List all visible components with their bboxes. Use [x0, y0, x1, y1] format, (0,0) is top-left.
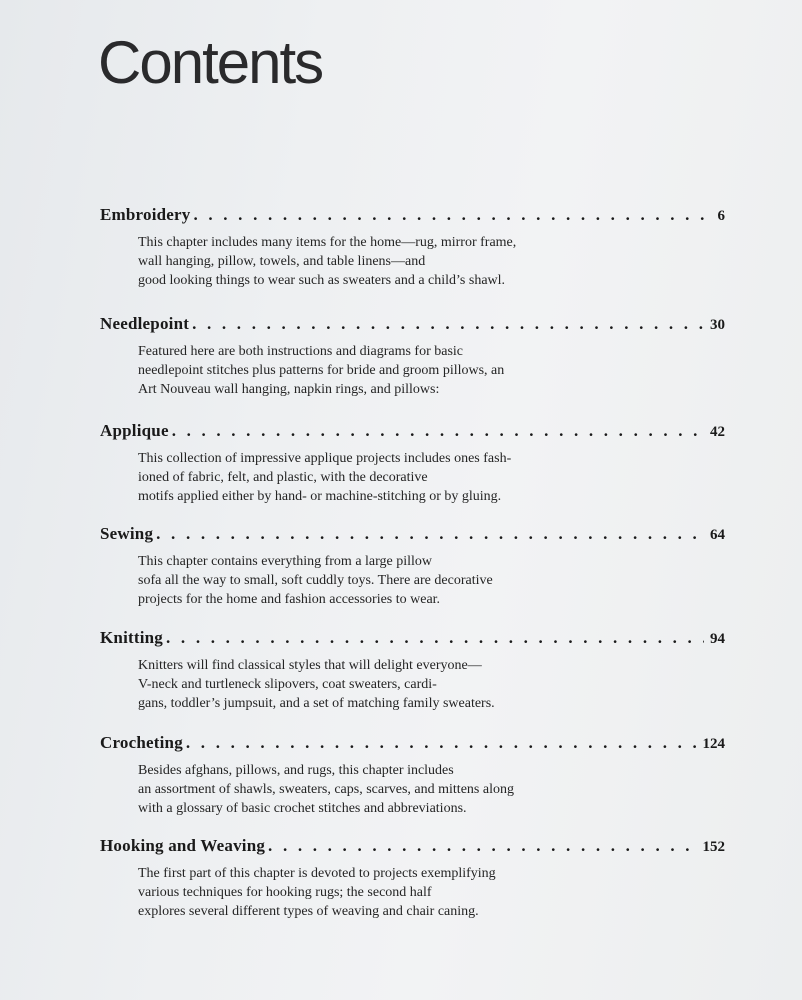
description-line: various techniques for hooking rugs; the second half [138, 885, 432, 900]
description-line: Knitters will find classical styles that will delight everyone— [138, 658, 482, 673]
chapter-description [138, 864, 725, 921]
chapter-title: Crocheting [100, 733, 183, 752]
description-line: an assortment of shawls, sweaters, caps, scarves, and mittens along [138, 782, 514, 797]
description-line: motifs applied either by hand- or machine-stitching or by gluing. [138, 489, 502, 504]
page-number: 42 [710, 424, 725, 440]
page-number: 6 [717, 208, 725, 224]
chapter-description [138, 552, 725, 609]
description-line: The first part of this chapter is devoted to projects exemplifying [138, 866, 496, 881]
description-line: gans, toddler’s jumpsuit, and a set of matching family sweaters. [138, 696, 495, 711]
chapter-title: Sewing [100, 524, 154, 543]
description-line: with a glossary of basic crochet stitches and abbreviations. [138, 801, 467, 816]
description-line: This collection of impressive applique projects includes ones fash- [138, 451, 512, 466]
page-number: 30 [710, 317, 725, 333]
description-line: explores several different types of weaving and chair caning. [138, 904, 479, 919]
chapter-description [138, 656, 725, 713]
page-number: 152 [702, 839, 725, 855]
toc-entry-embroidery [100, 205, 725, 290]
description-line: This chapter contains everything from a large pillow [138, 554, 433, 569]
toc-heading-row [100, 836, 725, 856]
dot-leader [172, 421, 704, 441]
toc-heading-row [100, 205, 725, 225]
toc-heading-row [100, 628, 725, 648]
description-line: Besides afghans, pillows, and rugs, this chapter includes [138, 763, 454, 778]
chapter-title: Knitting [100, 628, 164, 647]
toc-entry-knitting [100, 628, 725, 713]
description-line: Featured here are both instructions and diagrams for basic [138, 344, 464, 359]
description-line: projects for the home and fashion accessories to wear. [138, 592, 441, 607]
toc-entry-sewing [100, 524, 725, 609]
chapter-title: Hooking and Weaving [100, 836, 266, 855]
page-title: Contents [98, 29, 323, 96]
description-line: needlepoint stitches plus patterns for bride and groom pillows, an [138, 363, 505, 378]
page-number: 124 [702, 736, 725, 752]
chapter-description [138, 233, 725, 290]
description-line: This chapter includes many items for the home—rug, mirror frame, [138, 235, 517, 250]
description-line: Art Nouveau wall hanging, napkin rings, and pillows: [138, 382, 440, 397]
dot-leader [186, 733, 697, 753]
dot-leader [156, 524, 704, 544]
chapter-title: Applique [100, 421, 169, 440]
dot-leader [166, 628, 704, 648]
toc-heading-row [100, 524, 725, 544]
chapter-description [138, 449, 725, 506]
toc-heading-row [100, 733, 725, 753]
dot-leader [192, 314, 704, 334]
dot-leader [193, 205, 711, 225]
description-line: wall hanging, pillow, towels, and table linens—and [138, 254, 426, 269]
description-line: V-neck and turtleneck slipovers, coat sweaters, cardi- [138, 677, 437, 692]
toc-heading-row [100, 314, 725, 334]
page-number: 94 [710, 631, 725, 647]
page-number: 64 [710, 527, 725, 543]
dot-leader [268, 836, 696, 856]
chapter-description [138, 342, 725, 399]
toc-entry-applique [100, 421, 725, 506]
toc-entry-hooking-and-weaving [100, 836, 725, 921]
toc-entry-crocheting [100, 733, 725, 818]
chapter-title: Embroidery [100, 205, 191, 224]
description-line: sofa all the way to small, soft cuddly toys. There are decorative [138, 573, 493, 588]
description-line: good looking things to wear such as sweaters and a child’s shawl. [138, 273, 506, 288]
toc-heading-row [100, 421, 725, 441]
toc-entry-needlepoint [100, 314, 725, 399]
chapter-description [138, 761, 725, 818]
chapter-title: Needlepoint [100, 314, 190, 333]
description-line: ioned of fabric, felt, and plastic, with the decorative [138, 470, 428, 485]
